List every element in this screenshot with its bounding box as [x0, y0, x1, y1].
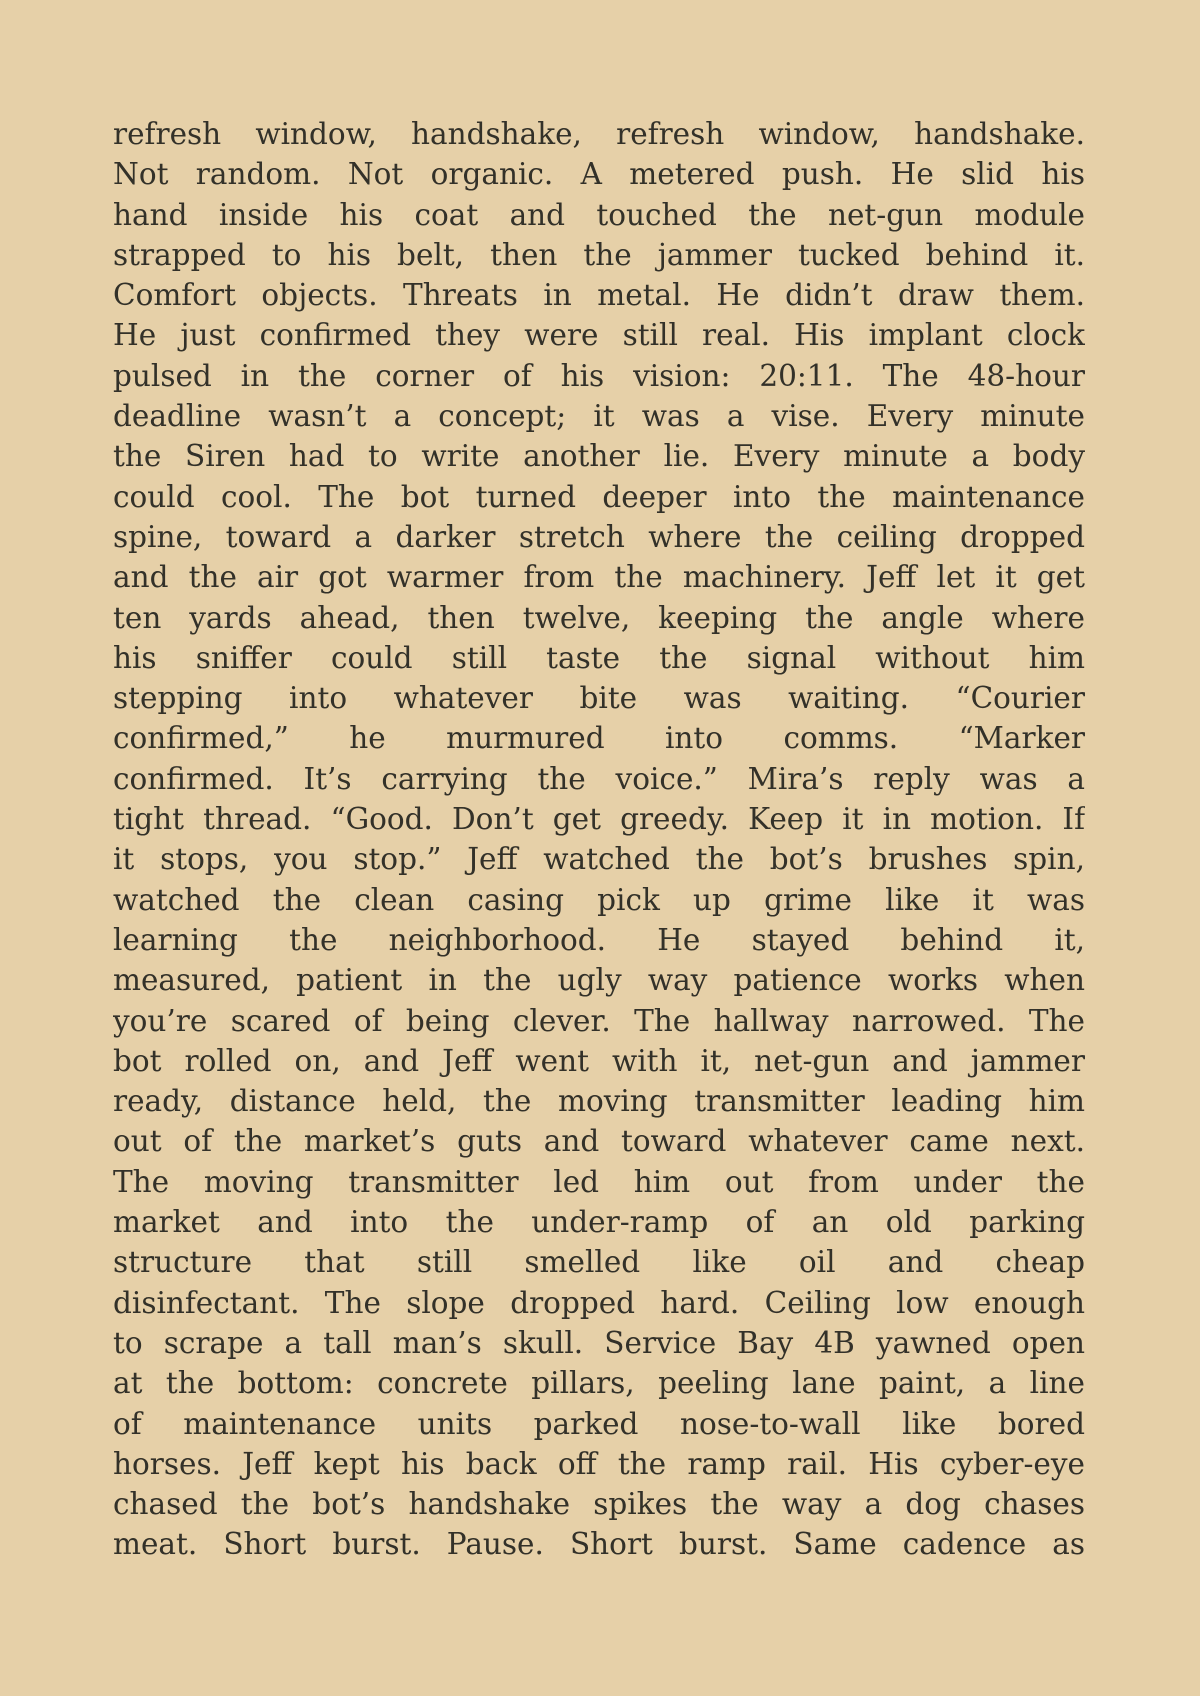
text-line: measured, patient in the ugly way patience works when [113, 963, 1085, 998]
text-line: chased the bot’s handshake spikes the way a dog chases [113, 1487, 1085, 1522]
text-line: disinfectant. The slope dropped hard. Ceiling low enough [113, 1285, 1085, 1320]
text-line: market and into the under-ramp of an old parking [113, 1205, 1085, 1240]
text-line: refresh window, handshake, refresh window, handshake. [113, 117, 1085, 151]
text-line: it stops, you stop.” Jeff watched the bot’s brushes spin, [113, 842, 1085, 877]
text-line: hand inside his coat and touched the net-gun module [113, 197, 1085, 232]
text-line: you’re scared of being clever. The hallway narrowed. The [113, 1003, 1085, 1038]
text-line: Comfort objects. Threats in metal. He didn’t draw them. [113, 278, 1085, 313]
text-line: of maintenance units parked nose-to-wall like bored [113, 1406, 1085, 1441]
text-line: to scrape a tall man’s skull. Service Bay 4B yawned open [113, 1325, 1085, 1360]
text-line: at the bottom: concrete pillars, peeling lane paint, a line [113, 1366, 1085, 1401]
text-line: strapped to his belt, then the jammer tucked behind it. [113, 237, 1085, 272]
text-line: his sniffer could still taste the signal without him [113, 640, 1085, 675]
body-text [113, 114, 1085, 1565]
text-line: confirmed. It’s carrying the voice.” Mira’s reply was a [113, 761, 1085, 796]
text-line: stepping into whatever bite was waiting. “Courier [113, 681, 1085, 716]
text-line: The moving transmitter led him out from under the [113, 1164, 1085, 1199]
text-line: pulsed in the corner of his vision: 20:11. The 48-hour [113, 358, 1085, 393]
text-line: He just confirmed they were still real. His implant clock [113, 318, 1085, 353]
text-line: bot rolled on, and Jeff went with it, net-gun and jammer [113, 1043, 1085, 1078]
text-line: confirmed,” he murmured into comms. “Marker [113, 721, 1085, 756]
text-line: ready, distance held, the moving transmitter leading him [113, 1084, 1085, 1119]
text-line: horses. Jeff kept his back off the ramp rail. His cyber-eye [113, 1446, 1085, 1481]
text-line: meat. Short burst. Pause. Short burst. Same cadence as [113, 1527, 1085, 1562]
text-line: the Siren had to write another lie. Every minute a body [113, 439, 1085, 474]
text-line: watched the clean casing pick up grime like it was [113, 882, 1085, 917]
text-line: and the air got warmer from the machinery. Jeff let it get [113, 560, 1085, 595]
text-line: deadline wasn’t a concept; it was a vise. Every minute [113, 399, 1085, 434]
text-line: could cool. The bot turned deeper into the maintenance [113, 479, 1085, 514]
text-line: out of the market’s guts and toward whatever came next. [113, 1124, 1085, 1159]
text-line: learning the neighborhood. He stayed behind it, [113, 922, 1085, 957]
text-line: spine, toward a darker stretch where the ceiling dropped [113, 519, 1085, 554]
text-line: tight thread. “Good. Don’t get greedy. Keep it in motion. If [113, 802, 1085, 837]
text-line: Not random. Not organic. A metered push. He slid his [113, 157, 1085, 192]
text-line: structure that still smelled like oil and cheap [113, 1245, 1085, 1280]
text-line: ten yards ahead, then twelve, keeping the angle where [113, 600, 1085, 635]
